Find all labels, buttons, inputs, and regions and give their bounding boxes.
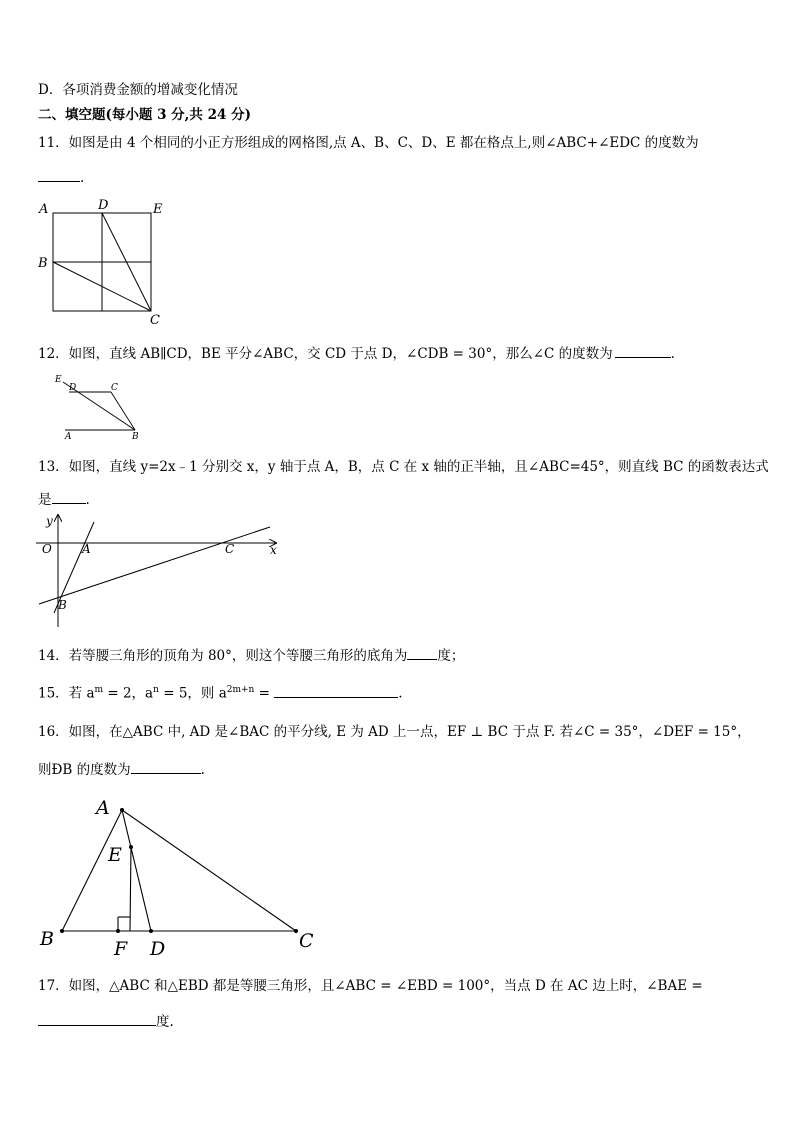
- q16-line2-prefix: 则ÐB 的度数为: [38, 762, 131, 778]
- q13-tail: .: [85, 492, 90, 508]
- q15-mid3: =: [254, 685, 275, 702]
- q16-point-f: [116, 929, 120, 933]
- q11-label-b: B: [38, 256, 48, 271]
- q16-point-b: [60, 929, 64, 933]
- q12-label-c: C: [111, 383, 118, 393]
- q12-text: 12．如图，直线 AB∥CD，BE 平分∠ABC，交 CD 于点 D，∠CDB = 30°，那么∠C 的度数为: [38, 346, 613, 362]
- q16-line1: 16．如图，在△ABC 中, AD 是∠BAC 的平分线, E 为 AD 上一点，EF ⊥ BC 于点 F. 若∠C = 35°，∠DEF = 15°，: [38, 724, 751, 740]
- q13-label-c: C: [225, 542, 235, 556]
- q13-line1: 13．如图，直线 y=2x﹣1 分别交 x，y 轴于点 A，B，点 C 在 x 轴的正半轴，且∠ABC=45°，则直线 BC 的函数表达式: [38, 459, 769, 475]
- q13-answer-blank[interactable]: [52, 489, 86, 504]
- q11-tail: .: [80, 170, 85, 186]
- q17-suffix: 度.: [156, 1014, 174, 1030]
- q16-point-c: [294, 929, 298, 933]
- q12-label-d: D: [69, 383, 77, 393]
- q11-label-c: C: [150, 313, 160, 328]
- q16-side-ac: [122, 810, 296, 931]
- q16-figure: [36, 795, 326, 965]
- q11-grid-figure: [30, 196, 170, 331]
- q16-point-e: [129, 845, 133, 849]
- q12-label-e: E: [55, 375, 62, 385]
- q12-line-bc: [111, 392, 135, 430]
- q15-tail: .: [398, 685, 403, 702]
- q16-tail: .: [200, 762, 205, 778]
- q12-tail: .: [670, 346, 675, 362]
- q17-line2: [38, 1011, 174, 1031]
- q16-point-d: [149, 929, 153, 933]
- q15-sup-n: n: [153, 685, 159, 695]
- q15-sup-exp: 2m+n: [226, 685, 255, 695]
- q13-label-o: O: [42, 542, 52, 556]
- q15-mid2: = 5，则 a: [158, 685, 227, 702]
- q13-label-a: A: [82, 542, 91, 556]
- q16-label-c: C: [299, 930, 314, 952]
- q13-label-x: x: [270, 543, 277, 557]
- q11-label-d: D: [98, 198, 109, 213]
- q15-sup-m: m: [94, 685, 104, 695]
- q16-label-e: E: [108, 844, 122, 866]
- q16-label-b: B: [40, 928, 54, 950]
- q12-figure: [50, 370, 150, 442]
- q11-answer-blank[interactable]: [38, 167, 80, 182]
- section-title: 二、填空题(每小题 3 分,共 24 分): [38, 107, 251, 123]
- q14-suffix: 度；: [437, 648, 465, 664]
- q13-label-b: B: [58, 598, 67, 612]
- q11-label-a: A: [39, 202, 49, 217]
- q13-figure: [30, 505, 290, 635]
- q16-answer-blank[interactable]: [131, 759, 201, 774]
- q16-segment-ef: [130, 847, 131, 931]
- q13-label-y: y: [46, 514, 53, 528]
- q13-line2-prefix: 是: [38, 492, 52, 508]
- q14-prefix: 14．若等腰三角形的顶角为 80°，则这个等腰三角形的底角为: [38, 648, 408, 664]
- q14-line: [38, 645, 464, 665]
- q11-label-e: E: [153, 202, 163, 217]
- q14-answer-blank[interactable]: [407, 645, 437, 660]
- q16-point-a: [120, 808, 124, 812]
- q12-label-a: A: [65, 432, 72, 442]
- option-d-text: D．各项消费金额的增减变化情况: [38, 82, 238, 98]
- q12-answer-blank[interactable]: [615, 343, 671, 358]
- q15-prefix: 15．若 a: [38, 685, 95, 702]
- q16-label-f: F: [114, 938, 128, 960]
- q15-line: [38, 681, 403, 703]
- q16-bisector-ad: [122, 810, 151, 931]
- q16-side-ab: [62, 810, 122, 931]
- q12-label-b: B: [132, 432, 139, 442]
- q11-text: 11．如图是由 4 个相同的小正方形组成的网格图,点 A、B、C、D、E 都在格点上,则∠ABC+∠EDC 的度数为: [38, 135, 699, 151]
- q17-answer-blank[interactable]: [38, 1011, 156, 1026]
- q13-line-bc: [39, 527, 270, 604]
- q15-answer-blank[interactable]: [274, 683, 398, 698]
- q16-label-d: D: [150, 938, 166, 960]
- q16-label-a: A: [96, 797, 110, 819]
- q11-answer-line: [38, 167, 84, 187]
- q15-mid1: = 2，a: [103, 685, 154, 702]
- q16-line2: [38, 759, 205, 779]
- q12-line: [38, 343, 675, 363]
- q17-text: 17．如图，△ABC 和△EBD 都是等腰三角形，且∠ABC = ∠EBD = 100°，当点 D 在 AC 边上时，∠BAE =: [38, 978, 703, 994]
